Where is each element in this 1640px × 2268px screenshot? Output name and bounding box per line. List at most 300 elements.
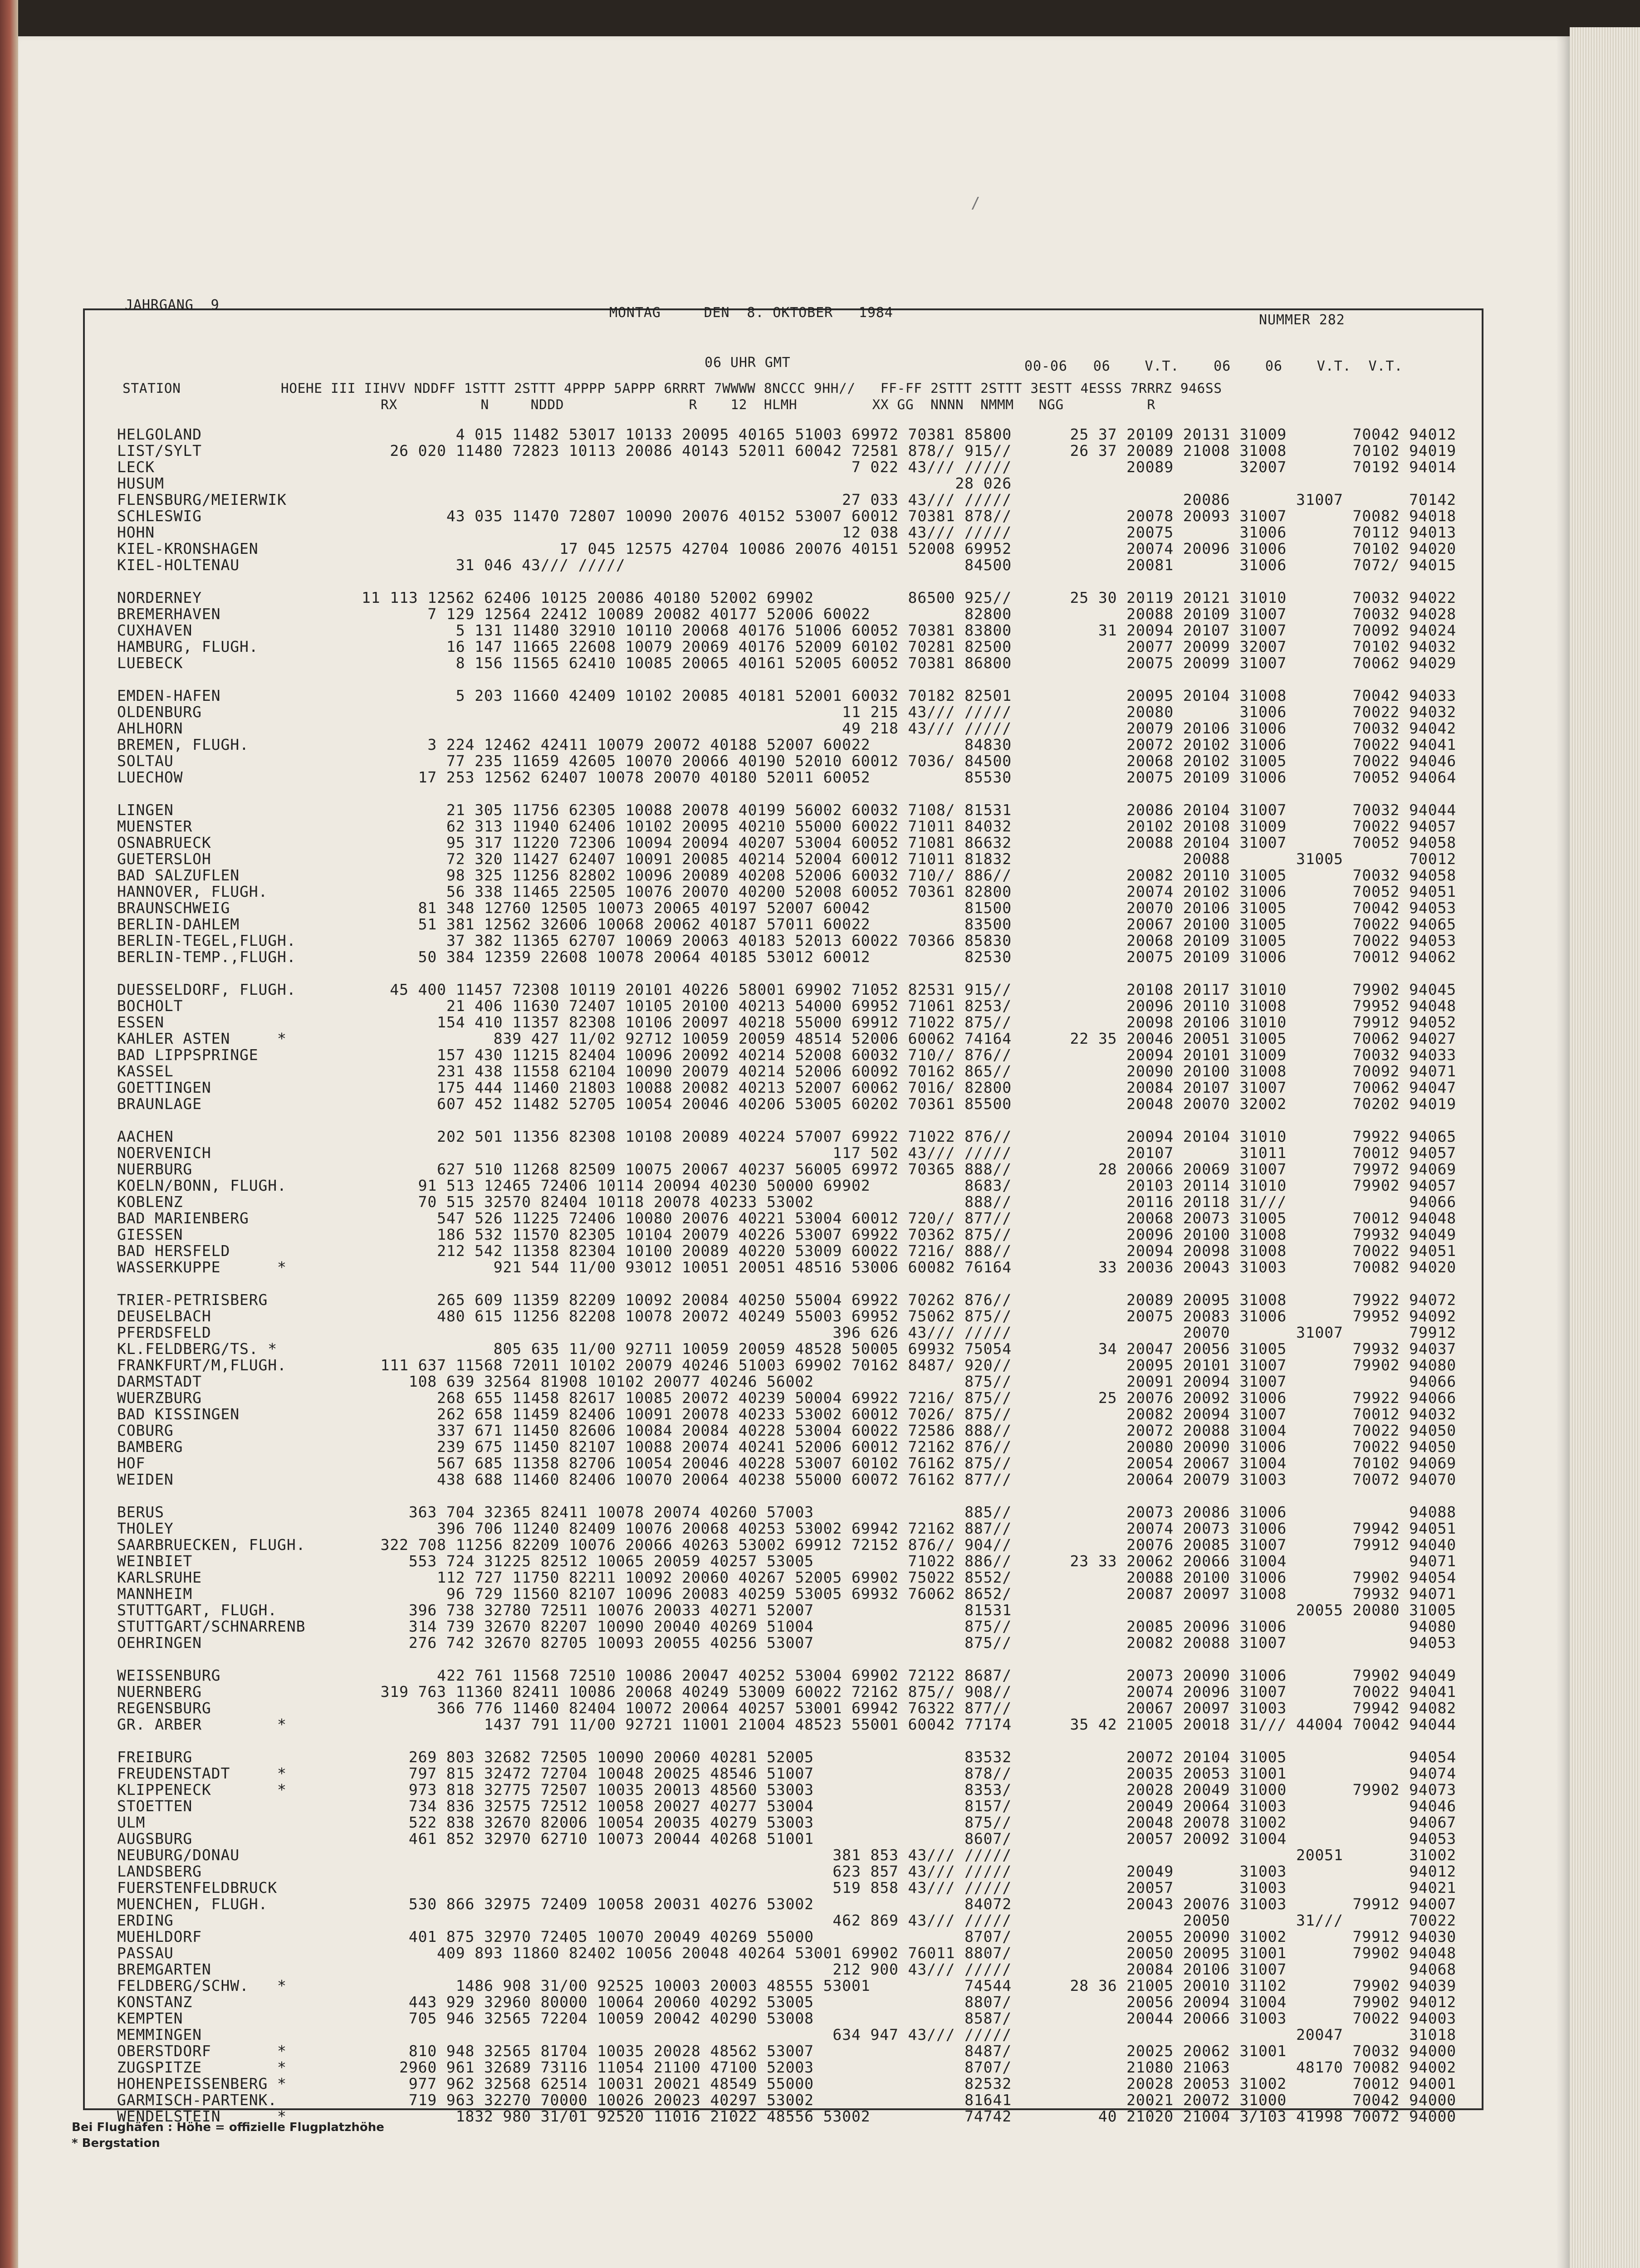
- station-name: BERLIN-TEGEL,FLUGH.: [117, 932, 296, 949]
- station-name: MUENSTER: [117, 817, 193, 835]
- station-data-row: [313, 573, 1012, 590]
- station-name: THOLEY: [117, 1520, 174, 1537]
- station-name: KIEL-HOLTENAU: [117, 556, 240, 574]
- station-data-row: 7 129 12564 22412 10089 20082 40177 52006 60022 82800: [427, 605, 1012, 623]
- station-name: BAD KISSINGEN: [117, 1405, 240, 1423]
- station-name: LIST/SYLT: [117, 442, 202, 459]
- station-name: BRAUNLAGE: [117, 1095, 202, 1113]
- station-data-row: 51 381 12562 32606 10068 20062 40187 57011 60022 83500: [418, 915, 1012, 933]
- station-extra-row: 20088 31005 70012: [1183, 850, 1456, 868]
- station-name: AUGSBURG: [117, 1830, 193, 1848]
- station-extra-row: [975, 475, 1456, 492]
- station-data-row: 719 963 32270 70000 10026 20023 40297 53002 81641: [408, 2091, 1012, 2109]
- station-name: HOF: [117, 1454, 146, 1472]
- book-spine: [0, 0, 18, 2268]
- station-extra-row: 20094 20104 31010 79922 94065: [1126, 1128, 1456, 1145]
- date-label: MONTAG DEN 8. OKTOBER 1984: [609, 305, 893, 321]
- station-extra-row: 20068 20102 31005 70022 94046: [1126, 752, 1456, 770]
- station-name: ESSEN: [117, 1013, 164, 1031]
- station-data-row: 27 033 43/// /////: [842, 491, 1012, 508]
- station-name: ULM: [117, 1813, 146, 1831]
- station-extra-row: 20088 20109 31007 70032 94028: [1126, 605, 1456, 623]
- station-name: BAMBERG: [117, 1438, 183, 1456]
- column-header-row2: RX N NDDD R 12 HLMH XX GG NNNN NMMM NGG R: [122, 397, 1155, 412]
- station-extra-row: 20055 20080 31005: [1296, 1601, 1456, 1619]
- station-name: KAHLER ASTEN *: [117, 1030, 287, 1047]
- station-extra-row: 20108 20117 31010 79902 94045: [1126, 981, 1456, 998]
- station-name: KOELN/BONN, FLUGH.: [117, 1177, 287, 1194]
- station-extra-row: 20070 31007 79912: [1183, 1324, 1456, 1341]
- station-name: MUEHLDORF: [117, 1928, 202, 1945]
- station-extra-row: 20075 31006 70112 94013: [1126, 523, 1456, 541]
- station-extra-row: 20048 20078 31002 94067: [1126, 1813, 1456, 1831]
- station-name: BREMERHAVEN: [117, 605, 221, 623]
- station-name: ZUGSPITZE *: [117, 2058, 287, 2076]
- station-extra-row: 20084 20107 31007 70062 94047: [1126, 1079, 1456, 1096]
- station-data-row: 212 542 11358 82304 10100 20089 40220 53009 60022 7216/ 888//: [437, 1242, 1012, 1260]
- station-extra-row: [975, 1488, 1456, 1504]
- station-name: BAD HERSFELD: [117, 1242, 230, 1260]
- station-extra-row: 20102 20108 31009 70022 94057: [1126, 817, 1456, 835]
- station-data-row: 157 430 11215 82404 10096 20092 40214 52008 60032 710// 876//: [437, 1046, 1012, 1064]
- book-page-edges: [1570, 27, 1640, 2268]
- station-extra-row: 20080 20090 31006 70022 94050: [1126, 1438, 1456, 1456]
- station-data-row: [313, 1276, 1012, 1292]
- station-data-row: 16 147 11665 22608 10079 20069 40176 52009 60102 70281 82500: [446, 638, 1012, 655]
- station-extra-row: 20080 31006 70022 94032: [1126, 703, 1456, 721]
- station-name: SAARBRUECKEN, FLUGH.: [117, 1536, 306, 1554]
- station-extra-row: [975, 1733, 1456, 1749]
- station-data-row: 381 853 43/// /////: [832, 1846, 1012, 1864]
- station-name: FUERSTENFELDBRUCK: [117, 1879, 278, 1897]
- station-extra-row: 20082 20110 31005 70032 94058: [1126, 866, 1456, 884]
- station-data-row: 443 929 32960 80000 10064 20060 40292 53005 8807/: [408, 1993, 1012, 2011]
- time-group-label: 06 UHR GMT: [705, 355, 791, 371]
- station-extra-row: 20050 31/// 70022: [1183, 1911, 1456, 1929]
- station-name: AHLHORN: [117, 719, 183, 737]
- station-extra-row: 20085 20096 31006 94080: [1126, 1618, 1456, 1635]
- station-extra-row: [975, 1276, 1456, 1292]
- station-extra-row: 20094 20098 31008 70022 94051: [1126, 1242, 1456, 1260]
- station-data-row: 175 444 11460 21803 10088 20082 40213 52007 60062 7016/ 82800: [437, 1079, 1012, 1096]
- issue-number: NUMMER 282: [1259, 312, 1345, 328]
- station-data-row: 186 532 11570 82305 10104 20079 40226 53007 69922 70362 875//: [437, 1226, 1012, 1243]
- station-extra-row: 20070 20106 31005 70042 94053: [1126, 899, 1456, 917]
- station-data-row: 96 729 11560 82107 10096 20083 40259 53005 69932 76062 8652/: [446, 1585, 1012, 1603]
- station-name: BREMGARTEN: [117, 1960, 211, 1978]
- station-name: GIESSEN: [117, 1226, 183, 1243]
- station-extra-row: 20075 20099 31007 70062 94029: [1126, 654, 1456, 672]
- station-extra-row: 20075 20109 31006 70052 94064: [1126, 768, 1456, 786]
- station-name: BOCHOLT: [117, 997, 183, 1015]
- station-extra-row: 20021 20072 31000 70042 94000: [1126, 2091, 1456, 2109]
- station-data-row: 363 704 32365 82411 10078 20074 40260 57003 885//: [408, 1503, 1012, 1521]
- station-name: KARLSRUHE: [117, 1569, 202, 1586]
- station-data-row: 91 513 12465 72406 10114 20094 40230 50000 69902 8683/: [418, 1177, 1012, 1194]
- station-data-row: 627 510 11268 82509 10075 20067 40237 56005 69972 70365 888//: [437, 1160, 1012, 1178]
- station-extra-row: 20068 20109 31005 70022 94053: [1126, 932, 1456, 949]
- station-extra-row: 20047 31018: [1296, 2026, 1456, 2043]
- station-name: HUSUM: [117, 474, 164, 492]
- column-header-row1: STATION HOEHE III IIHVV NDDFF 1STTT 2STTT 4PPPP 5APPP 6RRRT 7WWWW 8NCCC 9HH// FF-FF 2STTT 2STTT 3ESTT 4ESSS 7RRRZ 946SS: [122, 381, 1222, 396]
- station-extra-row: 20096 20110 31008 79952 94048: [1126, 997, 1456, 1015]
- station-data-row: [313, 1488, 1012, 1504]
- station-name: OEHRINGEN: [117, 1634, 202, 1652]
- station-extra-row: 34 20047 20056 31005 79932 94037: [1098, 1340, 1456, 1358]
- station-extra-row: 20056 20094 31004 79902 94012: [1126, 1993, 1456, 2011]
- station-data-row: 81 348 12760 12505 10073 20065 40197 52007 60042 81500: [418, 899, 1012, 917]
- station-extra-row: 20054 20067 31004 70102 94069: [1126, 1454, 1456, 1472]
- station-extra-row: 20082 20088 31007 94053: [1126, 1634, 1456, 1652]
- station-data-row: 111 637 11568 72011 10102 20079 40246 51003 69902 70162 8487/ 920//: [380, 1356, 1012, 1374]
- station-data-row: 322 708 11256 82209 10076 20066 40263 53002 69912 72152 876// 904//: [380, 1536, 1012, 1554]
- station-name: BERLIN-DAHLEM: [117, 915, 240, 933]
- station-extra-row: 20049 20064 31003 94046: [1126, 1797, 1456, 1815]
- station-data-row: 26 020 11480 72823 10113 20086 40143 52011 60042 72581 878// 915//: [390, 442, 1012, 459]
- station-data-row: [313, 1733, 1012, 1749]
- station-extra-row: 20090 20100 31008 70092 94071: [1126, 1062, 1456, 1080]
- station-name: BAD LIPPSPRINGE: [117, 1046, 259, 1064]
- station-data-row: 519 858 43/// /////: [832, 1879, 1012, 1897]
- station-name: WEISSENBURG: [117, 1667, 221, 1684]
- station-data-row: 17 045 12575 42704 10086 20076 40151 52008 69952: [559, 540, 1012, 557]
- station-data-row: 5 131 11480 32910 10110 20068 40176 51006 60052 70381 83800: [455, 621, 1012, 639]
- station-name: PASSAU: [117, 1944, 174, 1962]
- station-extra-row: 28 20066 20069 31007 79972 94069: [1098, 1160, 1456, 1178]
- station-extra-row: 20055 20090 31002 79912 94030: [1126, 1928, 1456, 1945]
- station-name: NORDERNEY: [117, 589, 202, 606]
- station-name: BERUS: [117, 1503, 164, 1521]
- station-data-row: 2960 961 32689 73116 11054 21100 47100 52003 8707/: [399, 2058, 1012, 2076]
- station-data-row: 977 962 32568 62514 10031 20021 48549 55000 82532: [408, 2075, 1012, 2092]
- station-data-row: 396 626 43/// /////: [832, 1324, 1012, 1341]
- station-name: STOETTEN: [117, 1797, 193, 1815]
- station-name: BAD MARIENBERG: [117, 1209, 249, 1227]
- right-group-label: 00-06 06 V.T. 06 06 V.T. V.T.: [1024, 358, 1403, 374]
- footer-note-mountain: * Bergstation: [72, 2136, 160, 2150]
- station-extra-row: 20089 20095 31008 79922 94072: [1126, 1291, 1456, 1309]
- station-data-row: 95 317 11220 72306 10094 20094 40207 53004 60052 71081 86632: [446, 834, 1012, 851]
- station-data-row: 17 253 12562 62407 10078 20070 40180 52011 60052 85530: [418, 768, 1012, 786]
- station-name: GR. ARBER *: [117, 1716, 287, 1733]
- station-data-row: 62 313 11940 62406 10102 20095 40210 55000 60022 71011 84032: [446, 817, 1012, 835]
- station-name: GARMISCH-PARTENK.: [117, 2091, 278, 2109]
- station-extra-row: 20107 31011 70012 94057: [1126, 1144, 1456, 1162]
- station-data-row: 3 224 12462 42411 10079 20072 40188 52007 60022 84830: [427, 736, 1012, 753]
- station-name: SCHLESWIG: [117, 507, 202, 525]
- station-name: FELDBERG/SCHW. *: [117, 1977, 287, 1994]
- station-data-row: 337 671 11450 82606 10084 20084 40228 53004 60022 72586 888//: [437, 1422, 1012, 1439]
- station-extra-row: 20086 20104 31007 70032 94044: [1126, 801, 1456, 819]
- station-data-row: 265 609 11359 82209 10092 20084 40250 55004 69922 70262 876//: [437, 1291, 1012, 1309]
- station-name: LINGEN: [117, 801, 174, 819]
- station-name: GUETERSLOH: [117, 850, 211, 868]
- station-extra-row: 20095 20104 31008 70042 94033: [1126, 687, 1456, 704]
- station-data-row: 154 410 11357 82308 10106 20097 40218 55000 69912 71022 875//: [437, 1013, 1012, 1031]
- station-data-row: 797 815 32472 72704 10048 20025 48546 51007 878//: [408, 1765, 1012, 1782]
- station-extra-row: 25 20076 20092 31006 79922 94066: [1098, 1389, 1456, 1407]
- station-name: REGENSBURG: [117, 1699, 211, 1717]
- station-extra-row: 20043 20076 31003 79912 94007: [1126, 1895, 1456, 1913]
- station-name: MANNHEIM: [117, 1585, 193, 1603]
- station-extra-row: 20067 20100 31005 70022 94065: [1126, 915, 1456, 933]
- station-data-row: 262 658 11459 82406 10091 20078 40233 53002 60012 7026/ 875//: [437, 1405, 1012, 1423]
- footer-note-airports: Bei Flughäfen : Höhe = offizielle Flugplatzhöhe: [72, 2121, 384, 2134]
- station-extra-row: 20087 20097 31008 79932 94071: [1126, 1585, 1456, 1603]
- station-extra-row: 20098 20106 31010 79912 94052: [1126, 1013, 1456, 1031]
- station-data-row: 43 035 11470 72807 10090 20076 40152 53007 60012 70381 878//: [446, 507, 1012, 525]
- station-name: SOLTAU: [117, 752, 174, 770]
- station-extra-row: 20064 20079 31003 70072 94070: [1126, 1471, 1456, 1488]
- station-extra-row: 20074 20073 31006 79942 94051: [1126, 1520, 1456, 1537]
- station-data-row: 72 320 11427 62407 10091 20085 40214 52004 60012 71011 81832: [446, 850, 1012, 868]
- station-data-row: 973 818 32775 72507 10035 20013 48560 53003 8353/: [408, 1781, 1012, 1799]
- station-extra-row: 20082 20094 31007 70012 94032: [1126, 1405, 1456, 1423]
- station-extra-row: [975, 573, 1456, 590]
- station-extra-row: 23 33 20062 20066 31004 94071: [1070, 1552, 1456, 1570]
- station-data-row: 4 015 11482 53017 10133 20095 40165 51003 69972 70381 85800: [455, 425, 1012, 443]
- station-extra-row: 20094 20101 31009 70032 94033: [1126, 1046, 1456, 1064]
- station-name: BAD SALZUFLEN: [117, 866, 240, 884]
- station-name: FRANKFURT/M,FLUGH.: [117, 1356, 287, 1374]
- station-name: HOHN: [117, 523, 155, 541]
- station-extra-row: 20028 20049 31000 79902 94073: [1126, 1781, 1456, 1799]
- station-name: STUTTGART, FLUGH.: [117, 1601, 278, 1619]
- station-data-row: 438 688 11460 82406 10070 20064 40238 55000 60072 76162 877//: [437, 1471, 1012, 1488]
- station-data-row: 231 438 11558 62104 10090 20079 40214 52006 60092 70162 865//: [437, 1062, 1012, 1080]
- station-data-row: 28 026: [955, 474, 1012, 492]
- station-data-row: 921 544 11/00 93012 10051 20051 48516 53006 60082 76164: [493, 1258, 1012, 1276]
- station-name: NUERNBERG: [117, 1683, 202, 1701]
- station-name: MEMMINGEN: [117, 2026, 202, 2043]
- station-extra-row: 20072 20104 31005 94054: [1126, 1748, 1456, 1766]
- station-data-row: 461 852 32970 62710 10073 20044 40268 51001 8607/: [408, 1830, 1012, 1848]
- station-data-row: 1486 908 31/00 92525 10003 20003 48555 53001 74544: [455, 1977, 1012, 1994]
- station-extra-row: 20086 31007 70142: [1183, 491, 1456, 508]
- station-name: KEMPTEN: [117, 2009, 183, 2027]
- station-data-row: 705 946 32565 72204 10059 20042 40290 53008 8587/: [408, 2009, 1012, 2027]
- station-name: WENDELSTEIN *: [117, 2107, 287, 2125]
- station-name: TRIER-PETRISBERG: [117, 1291, 268, 1309]
- station-data-row: 396 738 32780 72511 10076 20033 40271 52007 81531: [408, 1601, 1012, 1619]
- synop-data-column: [313, 426, 1012, 2125]
- station-name: COBURG: [117, 1422, 174, 1439]
- station-data-row: 396 706 11240 82409 10076 20068 40253 53002 69942 72162 887//: [437, 1520, 1012, 1537]
- station-name: BREMEN, FLUGH.: [117, 736, 249, 753]
- station-data-row: 70 515 32570 82404 10118 20078 40233 53002 888//: [418, 1193, 1012, 1211]
- station-name: GOETTINGEN: [117, 1079, 211, 1096]
- station-data-row: 480 615 11256 82208 10078 20072 40249 55003 69952 75062 875//: [437, 1307, 1012, 1325]
- station-data-row: 117 502 43/// /////: [832, 1144, 1012, 1162]
- station-data-row: 45 400 11457 72308 10119 20101 40226 58001 69902 71052 82531 915//: [390, 981, 1012, 998]
- station-name: LECK: [117, 458, 155, 476]
- station-name: KLIPPENECK *: [117, 1781, 287, 1799]
- station-data-row: 77 235 11659 42605 10070 20066 40190 52010 60012 7036/ 84500: [446, 752, 1012, 770]
- station-extra-row: 20074 20096 31006 70102 94020: [1126, 540, 1456, 557]
- station-data-row: 1437 791 11/00 92721 11001 21004 48523 55001 60042 77174: [484, 1716, 1012, 1733]
- station-data-row: 530 866 32975 72409 10058 20031 40276 53002 84072: [408, 1895, 1012, 1913]
- station-extra-row: 20072 20088 31004 70022 94050: [1126, 1422, 1456, 1439]
- station-data-row: 607 452 11482 52705 10054 20046 40206 53005 60202 70361 85500: [437, 1095, 1012, 1113]
- station-extra-row: [975, 1112, 1456, 1129]
- station-extra-row: 20075 20109 31006 70012 94062: [1126, 948, 1456, 966]
- station-name: DUESSELDORF, FLUGH.: [117, 981, 296, 998]
- station-extra-row: 20074 20096 31007 70022 94041: [1126, 1683, 1456, 1701]
- station-extra-row: 31 20094 20107 31007 70092 94024: [1098, 621, 1456, 639]
- station-extra-row: 20103 20114 31010 79902 94057: [1126, 1177, 1456, 1194]
- station-extra-row: 20116 20118 31/// 94066: [1126, 1193, 1456, 1211]
- margin-mark: /: [971, 194, 981, 212]
- station-extra-row: 20057 31003 94021: [1126, 1879, 1456, 1897]
- station-extra-row: 20084 20106 31007 94068: [1126, 1960, 1456, 1978]
- station-name: KASSEL: [117, 1062, 174, 1080]
- station-extra-row: 20073 20090 31006 79902 94049: [1126, 1667, 1456, 1684]
- station-name: KIEL-KRONSHAGEN: [117, 540, 259, 557]
- station-name: WEINBIET: [117, 1552, 193, 1570]
- station-name: LANDSBERG: [117, 1862, 202, 1880]
- station-name: BRAUNSCHWEIG: [117, 899, 230, 917]
- station-data-row: 50 384 12359 22608 10078 20064 40185 53012 60012 82530: [418, 948, 1012, 966]
- station-data-row: 12 038 43/// /////: [842, 523, 1012, 541]
- station-extra-row: 33 20036 20043 31003 70082 94020: [1098, 1258, 1456, 1276]
- station-extra-row: 20051 31002: [1296, 1846, 1456, 1864]
- station-extra-row: 20035 20053 31001 94074: [1126, 1765, 1456, 1782]
- station-data-row: 112 727 11750 82211 10092 20060 40267 52005 69902 75022 8552/: [437, 1569, 1012, 1586]
- station-name: MUENCHEN, FLUGH.: [117, 1895, 268, 1913]
- station-data-row: 11 215 43/// /////: [842, 703, 1012, 721]
- station-data-row: 1832 980 31/01 92520 11016 21022 48556 53002 74742: [455, 2107, 1012, 2125]
- station-data-row: 805 635 11/00 92711 10059 20059 48528 50005 69932 75054: [493, 1340, 1012, 1358]
- jahrgang-label: JAHRGANG 9: [125, 297, 220, 313]
- station-data-row: 623 857 43/// /////: [832, 1862, 1012, 1880]
- station-extra-row: 20025 20062 31001 70032 94000: [1126, 2042, 1456, 2060]
- station-extra-row: 20049 31003 94012: [1126, 1862, 1456, 1880]
- station-extra-row: 20048 20070 32002 70202 94019: [1126, 1095, 1456, 1113]
- station-extra-row: 20096 20100 31008 79932 94049: [1126, 1226, 1456, 1243]
- station-data-row: 239 675 11450 82107 10088 20074 40241 52006 60012 72162 876//: [437, 1438, 1012, 1456]
- station-name: PFERDSFELD: [117, 1324, 211, 1341]
- station-name: FLENSBURG/MEIERWIK: [117, 491, 287, 508]
- station-data-row: 319 763 11360 82411 10086 20068 40249 53009 60022 72162 875// 908//: [380, 1683, 1012, 1701]
- station-extra-row: 22 35 20046 20051 31005 70062 94027: [1070, 1030, 1456, 1047]
- station-data-row: [313, 1112, 1012, 1129]
- station-data-row: 31 046 43/// ///// 84500: [455, 556, 1012, 574]
- station-name: HELGOLAND: [117, 425, 202, 443]
- station-data-row: 547 526 11225 72406 10080 20076 40221 53004 60012 720// 877//: [437, 1209, 1012, 1227]
- station-extra-row: 26 37 20089 21008 31008 70102 94019: [1070, 442, 1456, 459]
- station-name: BERLIN-TEMP.,FLUGH.: [117, 948, 296, 966]
- station-extra-row: 20067 20097 31003 79942 94082: [1126, 1699, 1456, 1717]
- station-name: HOHENPEISSENBERG *: [117, 2075, 287, 2092]
- station-extra-row: 28 36 21005 20010 31102 79902 94039: [1070, 1977, 1456, 1994]
- station-extra-row: 20044 20066 31003 70022 94003: [1126, 2009, 1456, 2027]
- station-extra-row: 20075 20083 31006 79952 94092: [1126, 1307, 1456, 1325]
- station-name: OBERSTDORF *: [117, 2042, 287, 2060]
- station-data-row: 21 305 11756 62305 10088 20078 40199 56002 60032 7108/ 81531: [446, 801, 1012, 819]
- station-data-row: 409 893 11860 82402 10056 20048 40264 53001 69902 76011 8807/: [437, 1944, 1012, 1962]
- station-name: OSNABRUECK: [117, 834, 211, 851]
- station-extra-row: 21080 21063 48170 70082 94002: [1126, 2058, 1456, 2076]
- extra-data-column: [975, 426, 1456, 2125]
- station-data-row: 314 739 32670 82207 10090 20040 40269 51004 875//: [408, 1618, 1012, 1635]
- station-data-row: 366 776 11460 82404 10072 20064 40257 53001 69942 76322 877//: [437, 1699, 1012, 1717]
- station-extra-row: 35 42 21005 20018 31/// 44004 70042 94044: [1070, 1716, 1456, 1733]
- station-data-row: [313, 671, 1012, 688]
- station-name: NEUBURG/DONAU: [117, 1846, 240, 1864]
- station-extra-row: [975, 965, 1456, 982]
- station-data-row: 269 803 32682 72505 10090 20060 40281 52005 83532: [408, 1748, 1012, 1766]
- station-data-row: 11 113 12562 62406 10125 20086 40180 52002 69902 86500 925//: [362, 589, 1012, 606]
- station-data-row: 7 022 43/// /////: [851, 458, 1012, 476]
- station-data-row: 56 338 11465 22505 10076 20070 40200 52008 60052 70361 82800: [446, 883, 1012, 900]
- station-data-row: 21 406 11630 72407 10105 20100 40213 54000 69952 71061 8253/: [446, 997, 1012, 1015]
- station-data-row: 634 947 43/// /////: [832, 2026, 1012, 2043]
- station-name: NUERBURG: [117, 1160, 193, 1178]
- station-name: NOERVENICH: [117, 1144, 211, 1162]
- station-extra-row: 20074 20102 31006 70052 94051: [1126, 883, 1456, 900]
- station-name: EMDEN-HAFEN: [117, 687, 221, 704]
- station-data-row: 810 948 32565 81704 10035 20028 48562 53007 8487/: [408, 2042, 1012, 2060]
- station-name: WEIDEN: [117, 1471, 174, 1488]
- station-extra-row: 20050 20095 31001 79902 94048: [1126, 1944, 1456, 1962]
- station-name: OLDENBURG: [117, 703, 202, 721]
- station-data-row: 98 325 11256 82802 10096 20089 40208 52006 60032 710// 886//: [446, 866, 1012, 884]
- station-extra-row: 20089 32007 70192 94014: [1126, 458, 1456, 476]
- station-name: DARMSTADT: [117, 1373, 202, 1390]
- station-data-row: 567 685 11358 82706 10054 20046 40228 53007 60102 76162 875//: [437, 1454, 1012, 1472]
- station-name: DEUSELBACH: [117, 1307, 211, 1325]
- station-extra-row: 20095 20101 31007 79902 94080: [1126, 1356, 1456, 1374]
- station-extra-row: 20068 20073 31005 70012 94048: [1126, 1209, 1456, 1227]
- station-extra-row: [975, 1651, 1456, 1667]
- station-name: FREUDENSTADT *: [117, 1765, 287, 1782]
- station-data-row: 8 156 11565 62410 10085 20065 40161 52005 60052 70381 86800: [455, 654, 1012, 672]
- station-name: FREIBURG: [117, 1748, 193, 1766]
- station-data-row: 422 761 11568 72510 10086 20047 40252 53004 69902 72122 8687/: [437, 1667, 1012, 1684]
- station-data-row: 5 203 11660 42409 10102 20085 40181 52001 60032 70182 82501: [455, 687, 1012, 704]
- station-name: CUXHAVEN: [117, 621, 193, 639]
- station-data-row: 522 838 32670 82006 10054 20035 40279 53003 875//: [408, 1813, 1012, 1831]
- station-extra-row: 20057 20092 31004 94053: [1126, 1830, 1456, 1848]
- station-extra-row: 25 37 20109 20131 31009 70042 94012: [1070, 425, 1456, 443]
- station-data-row: 734 836 32575 72512 10058 20027 40277 53004 8157/: [408, 1797, 1012, 1815]
- station-extra-row: 20079 20106 31006 70032 94042: [1126, 719, 1456, 737]
- station-name: ERDING: [117, 1911, 174, 1929]
- station-name: LUECHOW: [117, 768, 183, 786]
- station-data-row: 202 501 11356 82308 10108 20089 40224 57007 69922 71022 876//: [437, 1128, 1012, 1145]
- station-data-row: 37 382 11365 62707 10069 20063 40183 52013 60022 70366 85830: [446, 932, 1012, 949]
- station-extra-row: 20088 20104 31007 70052 94058: [1126, 834, 1456, 851]
- station-data-row: 839 427 11/02 92712 10059 20059 48514 52006 60062 74164: [493, 1030, 1012, 1047]
- station-data-row: 108 639 32564 81908 10102 20077 40246 56002 875//: [408, 1373, 1012, 1390]
- station-data-row: 212 900 43/// /////: [832, 1960, 1012, 1978]
- station-name: LUEBECK: [117, 654, 183, 672]
- station-name: HANNOVER, FLUGH.: [117, 883, 268, 900]
- station-data-row: [313, 786, 1012, 802]
- station-extra-row: 20091 20094 31007 94066: [1126, 1373, 1456, 1390]
- station-name: HAMBURG, FLUGH.: [117, 638, 259, 655]
- station-extra-row: 20077 20099 32007 70102 94032: [1126, 638, 1456, 655]
- station-data-row: [313, 1651, 1012, 1667]
- station-name: WUERZBURG: [117, 1389, 202, 1407]
- station-name: WASSERKUPPE *: [117, 1258, 287, 1276]
- station-data-row: 49 218 43/// /////: [842, 719, 1012, 737]
- station-data-row: 462 869 43/// /////: [832, 1911, 1012, 1929]
- station-extra-row: 20081 31006 7072/ 94015: [1126, 556, 1456, 574]
- station-extra-row: 25 30 20119 20121 31010 70032 94022: [1070, 589, 1456, 606]
- station-name: KONSTANZ: [117, 1993, 193, 2011]
- station-extra-row: 20073 20086 31006 94088: [1126, 1503, 1456, 1521]
